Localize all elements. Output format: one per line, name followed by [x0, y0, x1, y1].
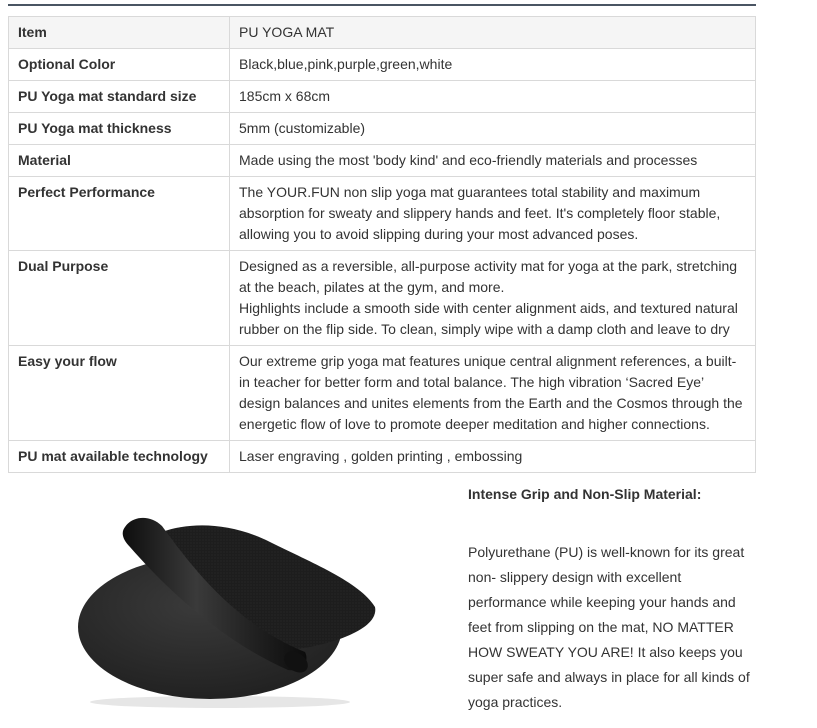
table-row [9, 113, 756, 145]
table-row [9, 346, 756, 441]
table-row [9, 441, 756, 473]
row-value: Black,blue,pink,purple,green,white [230, 49, 756, 81]
row-value-line: Designed as a reversible, all-purpose activity mat for yoga at the park, stretching at the beach, pilates at the gym, and more. [239, 258, 738, 295]
table-row [9, 177, 756, 251]
spec-table [8, 16, 756, 473]
table-row [9, 49, 756, 81]
row-value: PU YOGA MAT [230, 17, 756, 49]
row-label: Dual Purpose [9, 251, 230, 346]
top-divider [8, 4, 756, 6]
row-label: Easy your flow [9, 346, 230, 441]
row-label: PU Yoga mat standard size [9, 81, 230, 113]
row-value: 185cm x 68cm [230, 81, 756, 113]
row-label: PU mat available technology [9, 441, 230, 473]
yoga-mat-image [70, 512, 390, 712]
table-row [9, 17, 756, 49]
row-label: PU Yoga mat thickness [9, 113, 230, 145]
description-section [468, 482, 758, 715]
row-value: Made using the most 'body kind' and eco-friendly materials and processes [230, 145, 756, 177]
table-row [9, 145, 756, 177]
row-label: Material [9, 145, 230, 177]
row-value: Laser engraving , golden printing , embossing [230, 441, 756, 473]
row-value: Our extreme grip yoga mat features unique central alignment references, a built-in teacher for better form and total balance. The high vibration ‘Sacred Eye’ design balances and unites elements from the Earth and the Cosmos through the energetic flow of love to promote deeper meditation and higher connections. [230, 346, 756, 441]
row-value: 5mm (customizable) [230, 113, 756, 145]
row-value-line: Highlights include a smooth side with center alignment aids, and textured natural rubber on the flip side. To clean, simply wipe with a damp cloth and leave to dry [239, 300, 738, 337]
description-heading: Intense Grip and Non-Slip Material: [468, 486, 702, 502]
table-row [9, 251, 756, 346]
row-label: Perfect Performance [9, 177, 230, 251]
row-label: Item [9, 17, 230, 49]
row-value: The YOUR.FUN non slip yoga mat guarantees total stability and maximum absorption for sweaty and slippery hands and feet. It's completely floor stable, allowing you to avoid slipping during your most advanced poses. [230, 177, 756, 251]
row-label: Optional Color [9, 49, 230, 81]
row-value [230, 251, 756, 346]
table-row [9, 81, 756, 113]
description-body: Polyurethane (PU) is well-known for its great non- slippery design with excellent performance while keeping your hands and feet from slipping on the mat, NO MATTER HOW SWEATY YOU ARE! It also keeps you super safe and always in place for all kinds of yoga practices. [468, 544, 750, 710]
